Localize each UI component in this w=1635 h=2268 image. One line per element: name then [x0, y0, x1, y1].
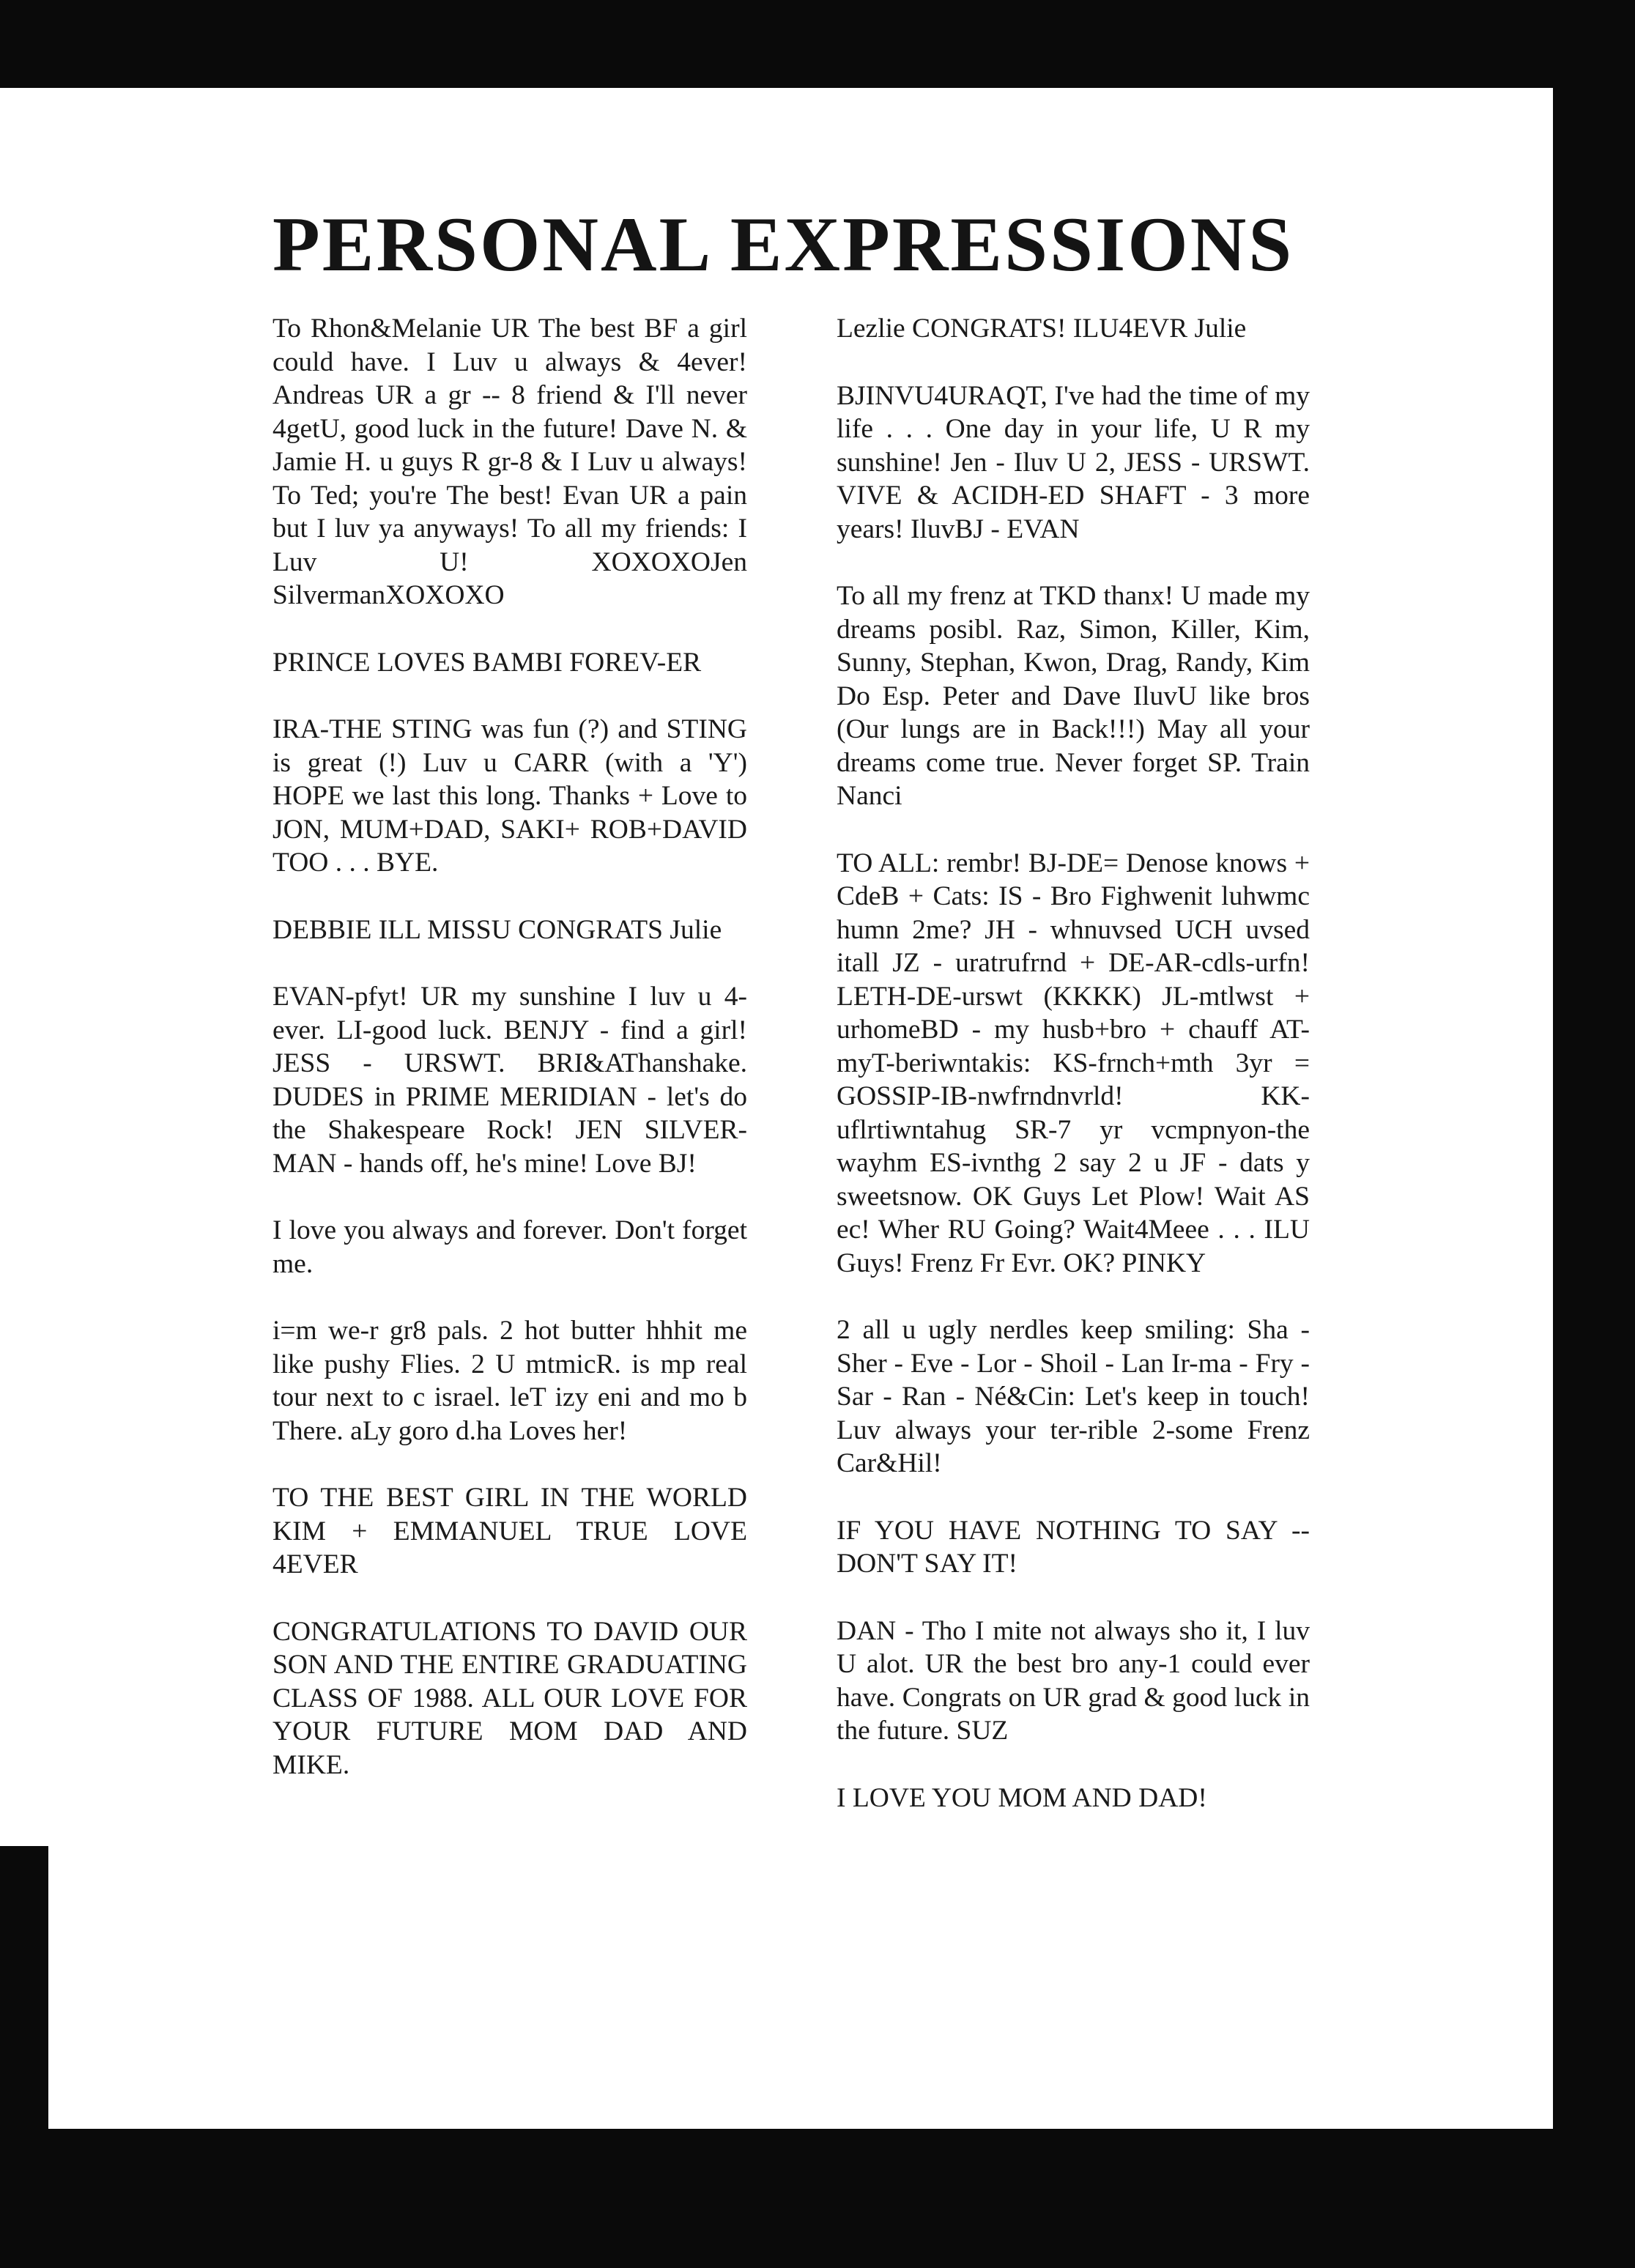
- message-entry: IF YOU HAVE NOTHING TO SAY -- DON'T SAY IT!: [837, 1515, 1310, 1579]
- message-entry: To Rhon&Melanie UR The best BF a girl could have. I Luv u always & 4ever! Andreas UR a gr -- 8 friend & I'll never 4getU, good luck in the future! Dave N. & Jamie H. u guys R gr-8 & I Luv u always! To Ted; you're The best! Evan UR a pain but I luv ya anyways! To all my friends: I Luv U! XOXOXOJen SilvermanXOXOXO: [272, 314, 747, 610]
- message-entry: EVAN-pfyt! UR my sunshine I luv u 4-ever. LI-good luck. BENJY - find a girl! JESS - URSWT. BRI&AThanshake. DUDES in PRIME MERIDIAN - let's do the Shakespeare Rock! JEN SILVER-MAN - hands off, he's mine! Love BJ!: [272, 982, 747, 1179]
- scan-border-bottom-right: [1553, 1927, 1635, 2268]
- message-entry: CONGRATULATIONS TO DAVID OUR SON AND THE ENTIRE GRADUATING CLASS OF 1988. ALL OUR LOVE FOR YOUR FUTURE MOM DAD AND MIKE.: [272, 1616, 747, 1780]
- message-entry: i=m we-r gr8 pals. 2 hot butter hhhit me like pushy Flies. 2 U mtmicR. is mp real tour next to c israel. leT izy eni and mo b There. aLy goro d.ha Loves her!: [272, 1316, 747, 1446]
- message-entry: Lezlie CONGRATS! ILU4EVR Julie: [837, 314, 1247, 344]
- message-entry: BJINVU4URAQT, I've had the time of my life . . . One day in your life, U R my sunshine! Jen - Iluv U 2, JESS - URSWT. VIVE & ACIDH-ED SHAFT - 3 more years! IluvBJ - EVAN: [837, 380, 1310, 544]
- message-entry: IRA-THE STING was fun (?) and STING is great (!) Luv u CARR (with a 'Y') HOPE we last this long. Thanks + Love to JON, MUM+DAD, SAKI+ ROB+DAVID TOO . . . BYE.: [272, 714, 747, 878]
- page-title: PERSONAL EXPRESSIONS: [272, 201, 1294, 287]
- message-entry: 2 all u ugly nerdles keep smiling: Sha - Sher - Eve - Lor - Shoil - Lan Ir-ma - Fry - Sar - Ran - Né&Cin: Let's keep in touch! Luv always your ter-rible 2-some Frenz Car&Hil!: [837, 1315, 1310, 1478]
- message-entry: DEBBIE ILL MISSU CONGRATS Julie: [272, 914, 722, 945]
- scan-border-bottom: [0, 2129, 1635, 2268]
- message-entry: I LOVE YOU MOM AND DAD!: [837, 1782, 1207, 1813]
- message-entry: TO ALL: rembr! BJ-DE= Denose knows + CdeB + Cats: IS - Bro Fighwenit luhwmc humn 2me? JH - whnuvsed UCH uvsed itall JZ - uratrufrnd + DE-AR-cdls-urfn! LETH-DE-urswt (KKKK) JL-mtlwst + urhomeBD - my husb+bro + chauff AT-myT-beriwntakis: KS-frnch+mth 3yr = GOSSIP-IB-nwfrndnvrld! KK-uflrtiwntahug SR-7 yr vcmpnyon-the wayhm ES-ivnthg 2 say 2 u JF - dats y sweetsnow. OK Guys Let Plow! Wait AS ec! Wher RU Going? Wait4Meee . . . ILU Guys! Frenz Fr Evr. OK? PINKY: [837, 848, 1310, 1278]
- message-entry: PRINCE LOVES BAMBI FOREV-ER: [272, 647, 702, 678]
- message-entry: TO THE BEST GIRL IN THE WORLD KIM + EMMANUEL TRUE LOVE 4EVER: [272, 1483, 747, 1579]
- right-column: [837, 312, 1310, 1848]
- page-sheet: [0, 88, 1553, 2129]
- message-entry: I love you always and forever. Don't forget me.: [272, 1215, 747, 1279]
- left-column: [272, 312, 747, 1815]
- scan-border-bottom-left: [0, 1846, 48, 2154]
- message-entry: To all my frenz at TKD thanx! U made my dreams posibl. Raz, Simon, Killer, Kim, Sunny, Stephan, Kwon, Drag, Randy, Kim Do Esp. Peter and Dave IluvU like bros (Our lungs are in Back!!!) May all your dreams come true. Never forget SP. Train Nanci: [837, 581, 1310, 811]
- message-entry: DAN - Tho I mite not always sho it, I luv U alot. UR the best bro any-1 could ever have. Congrats on UR grad & good luck in the future. SUZ: [837, 1615, 1310, 1746]
